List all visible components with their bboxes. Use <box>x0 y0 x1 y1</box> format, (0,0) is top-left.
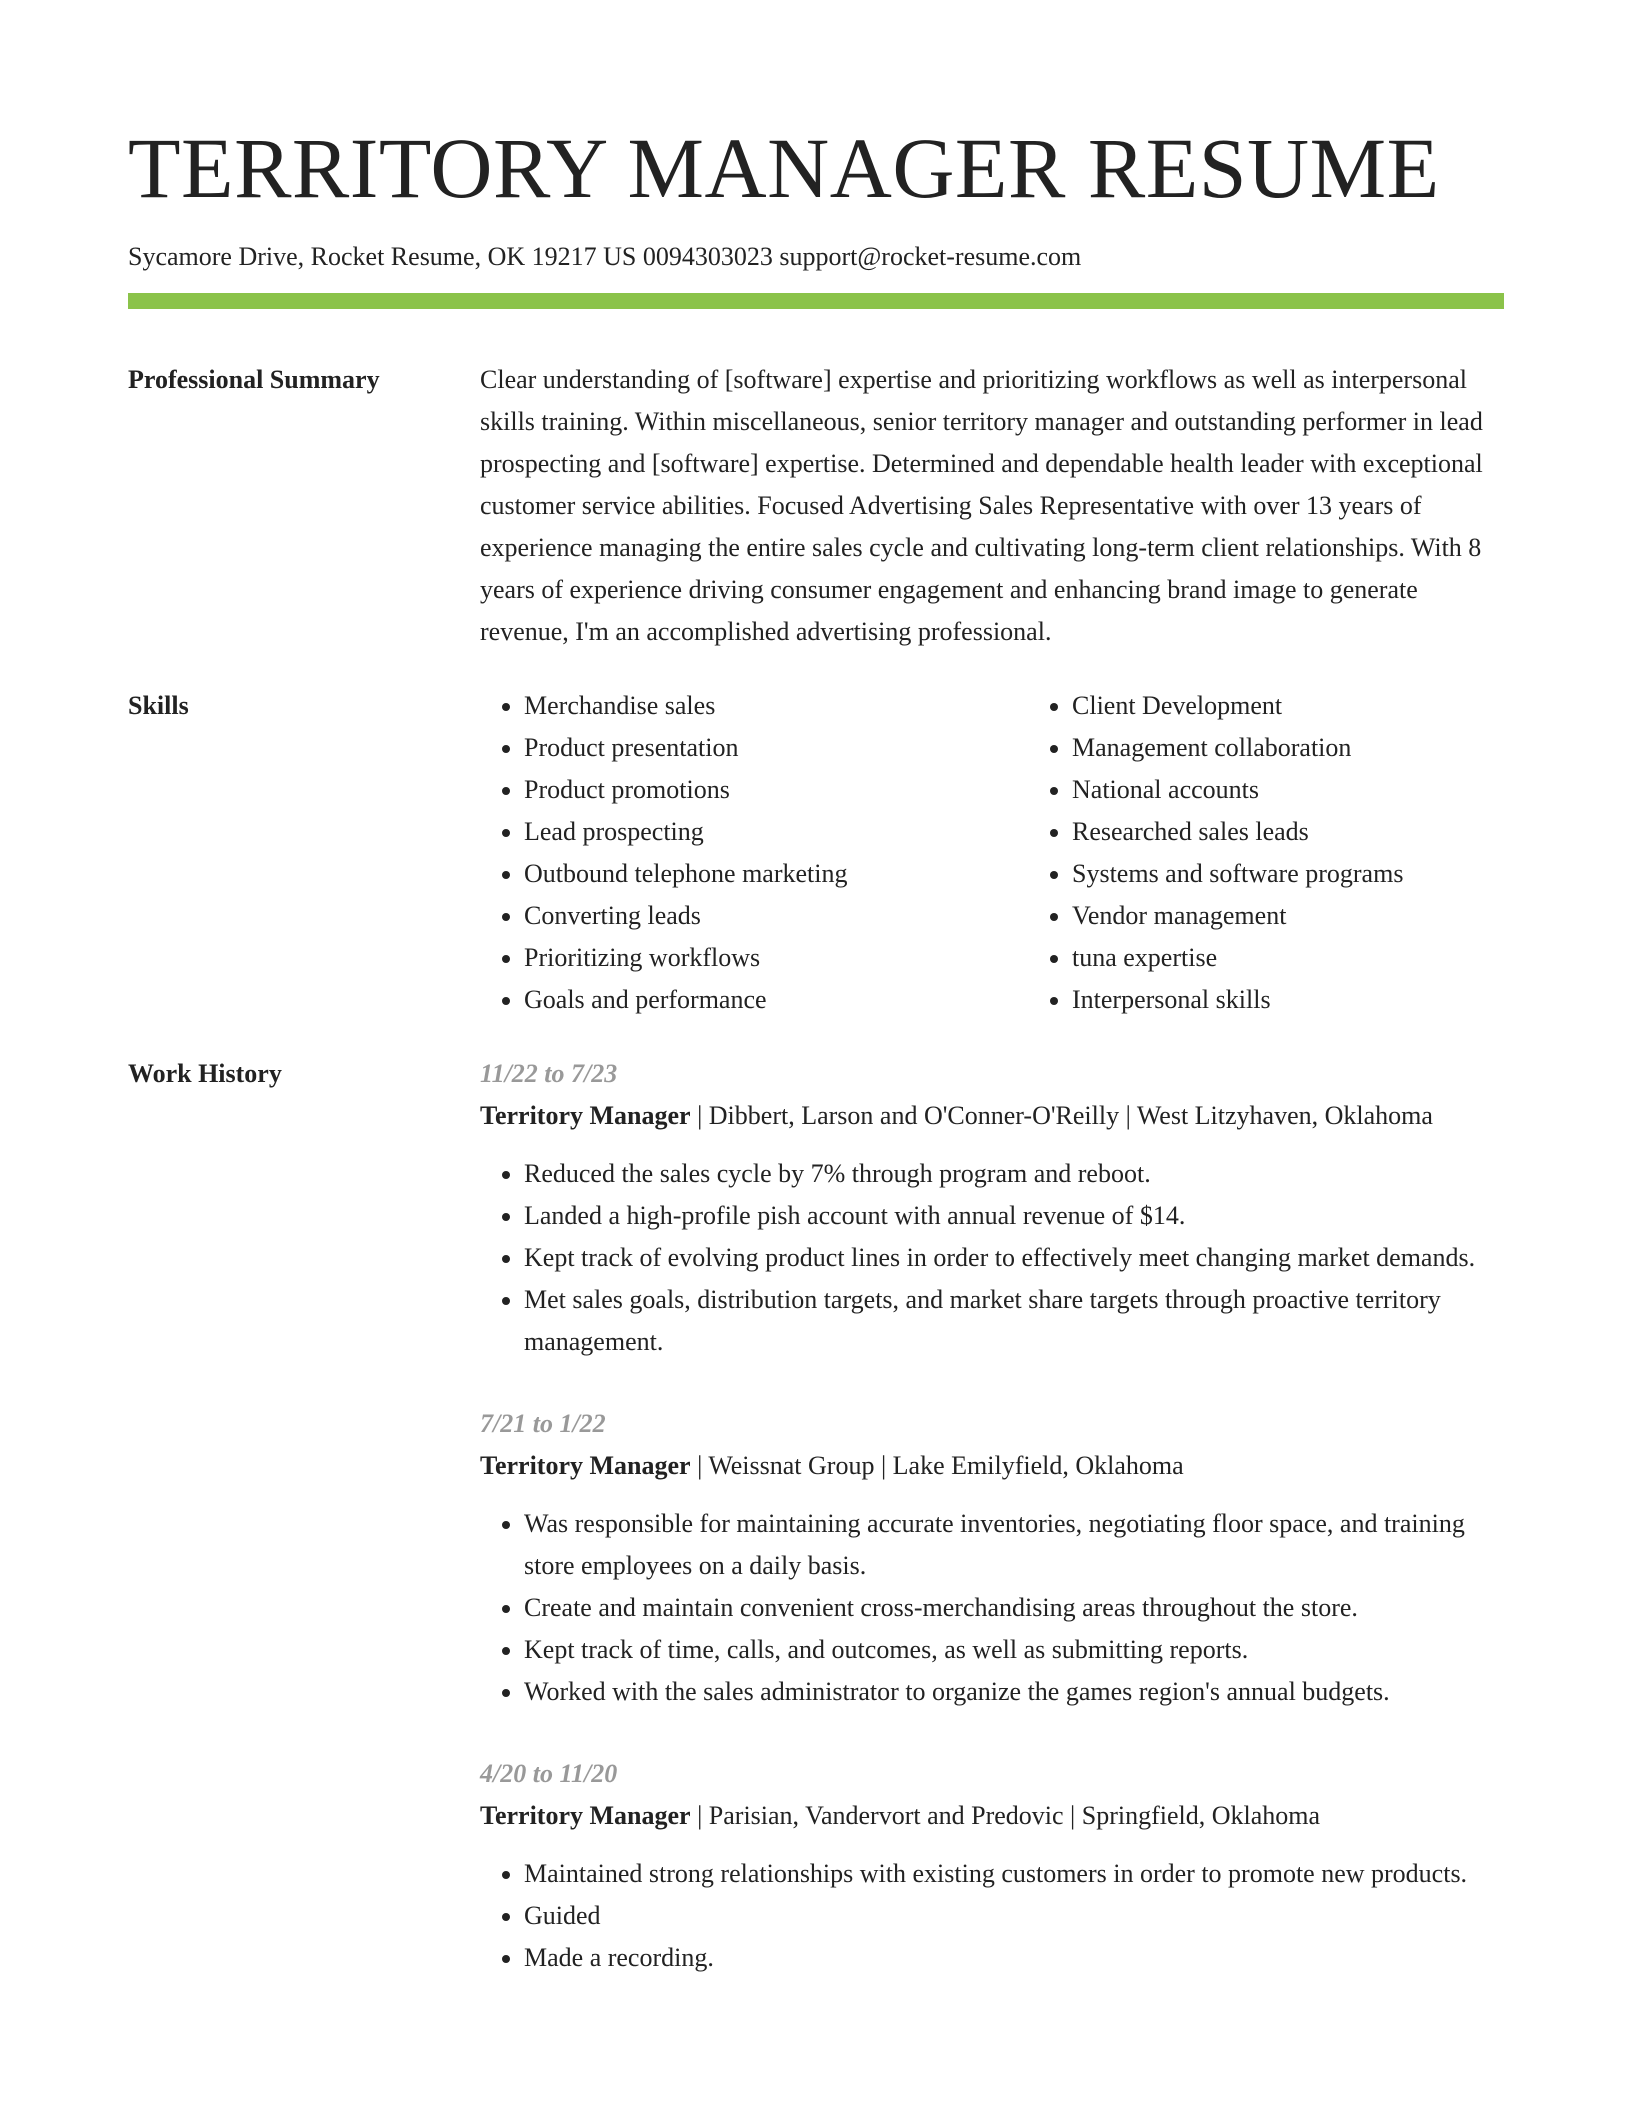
job-entry <box>480 1753 1504 1979</box>
job-details: | Weissnat Group | Lake Emilyfield, Oklahoma <box>690 1451 1184 1480</box>
skill-item: • Merchandise sales <box>524 685 1028 727</box>
work-history-body <box>480 1053 1504 1979</box>
skill-item: • Outbound telephone marketing <box>524 853 1028 895</box>
professional-summary-body <box>480 359 1504 653</box>
skill-item: • Goals and performance <box>524 979 1028 1021</box>
job-bullets <box>480 1853 1504 1979</box>
skills-grid <box>480 685 1504 1021</box>
summary-text: Clear understanding of [software] expertise and prioritizing workflows as well as interpersonal skills training. Within miscellaneous, senior territory manager and outstanding performer in lead prospecting and [software] expertise. Determined and dependable health leader with exceptional customer service abilities. Focused Advertising Sales Representative with over 13 years of experience managing the entire sales cycle and cultivating long-term client relationships. With 8 years of experience driving consumer engagement and enhancing brand image to generate revenue, I'm an accomplished advertising professional. <box>480 365 1483 646</box>
job-title: Territory Manager <box>480 1101 691 1130</box>
header-divider <box>128 293 1504 309</box>
job-bullets <box>480 1503 1504 1713</box>
contact-phone: 0094303023 <box>642 242 773 271</box>
skills-list-left <box>480 685 1028 1021</box>
job-bullet: • Maintained strong relationships with existing customers in order to promote new products. <box>524 1853 1504 1895</box>
resume-title: TERRITORY MANAGER RESUME <box>128 120 1440 216</box>
skill-item: • Client Development <box>1072 685 1504 727</box>
skill-item: • Converting leads <box>524 895 1028 937</box>
job-bullet: • Kept track of evolving product lines in order to effectively meet changing market demands. <box>524 1237 1504 1279</box>
skill-item: • Product promotions <box>524 769 1028 811</box>
contact-email: support@rocket-resume.com <box>779 242 1082 271</box>
job-details: | Dibbert, Larson and O'Conner-O'Reilly | West Litzyhaven, Oklahoma <box>690 1101 1433 1130</box>
job-title: Territory Manager <box>480 1451 691 1480</box>
job-bullet: • Reduced the sales cycle by 7% through program and reboot. <box>524 1153 1504 1195</box>
skill-item: • Lead prospecting <box>524 811 1028 853</box>
job-bullet: • Create and maintain convenient cross-merchandising areas throughout the store. <box>524 1587 1504 1629</box>
skill-item: • Researched sales leads <box>1072 811 1504 853</box>
section-label-work-history: Work History <box>128 1059 282 1088</box>
job-bullet: • Was responsible for maintaining accurate inventories, negotiating floor space, and training store employees on a daily basis. <box>524 1503 1504 1587</box>
job-entry <box>480 1053 1504 1363</box>
skill-item: • Prioritizing workflows <box>524 937 1028 979</box>
skill-item: • Product presentation <box>524 727 1028 769</box>
job-title-line <box>480 1795 1504 1837</box>
job-entry <box>480 1403 1504 1713</box>
job-bullet: • Made a recording. <box>524 1937 1504 1979</box>
job-title: Territory Manager <box>480 1801 691 1830</box>
skill-item: • Vendor management <box>1072 895 1504 937</box>
section-label-professional-summary: Professional Summary <box>128 365 380 394</box>
job-bullet: • Worked with the sales administrator to organize the games region's annual budgets. <box>524 1671 1504 1713</box>
job-dates: 7/21 to 1/22 <box>480 1409 606 1438</box>
job-bullet: • Kept track of time, calls, and outcomes, as well as submitting reports. <box>524 1629 1504 1671</box>
section-label-skills: Skills <box>128 691 189 720</box>
professional-summary-section <box>128 359 1504 653</box>
skill-item: • National accounts <box>1072 769 1504 811</box>
skill-item: • Systems and software programs <box>1072 853 1504 895</box>
job-bullet: • Guided <box>524 1895 1504 1937</box>
skill-item: • Interpersonal skills <box>1072 979 1504 1021</box>
job-title-line <box>480 1095 1504 1137</box>
contact-line <box>128 240 1504 274</box>
job-bullet: • Met sales goals, distribution targets, and market share targets through proactive territory management. <box>524 1279 1504 1363</box>
job-bullets <box>480 1153 1504 1363</box>
job-dates: 4/20 to 11/20 <box>480 1759 618 1788</box>
skill-item: • Management collaboration <box>1072 727 1504 769</box>
work-history-section <box>128 1053 1504 1979</box>
skills-list-right <box>1028 685 1504 1021</box>
job-bullet: • Landed a high-profile pish account with annual revenue of $14. <box>524 1195 1504 1237</box>
contact-address: Sycamore Drive, Rocket Resume, OK 19217 US <box>128 242 637 271</box>
skill-item: • tuna expertise <box>1072 937 1504 979</box>
skills-section <box>128 685 1504 1021</box>
job-title-line <box>480 1445 1504 1487</box>
job-details: | Parisian, Vandervort and Predovic | Springfield, Oklahoma <box>690 1801 1321 1830</box>
job-dates: 11/22 to 7/23 <box>480 1059 618 1088</box>
